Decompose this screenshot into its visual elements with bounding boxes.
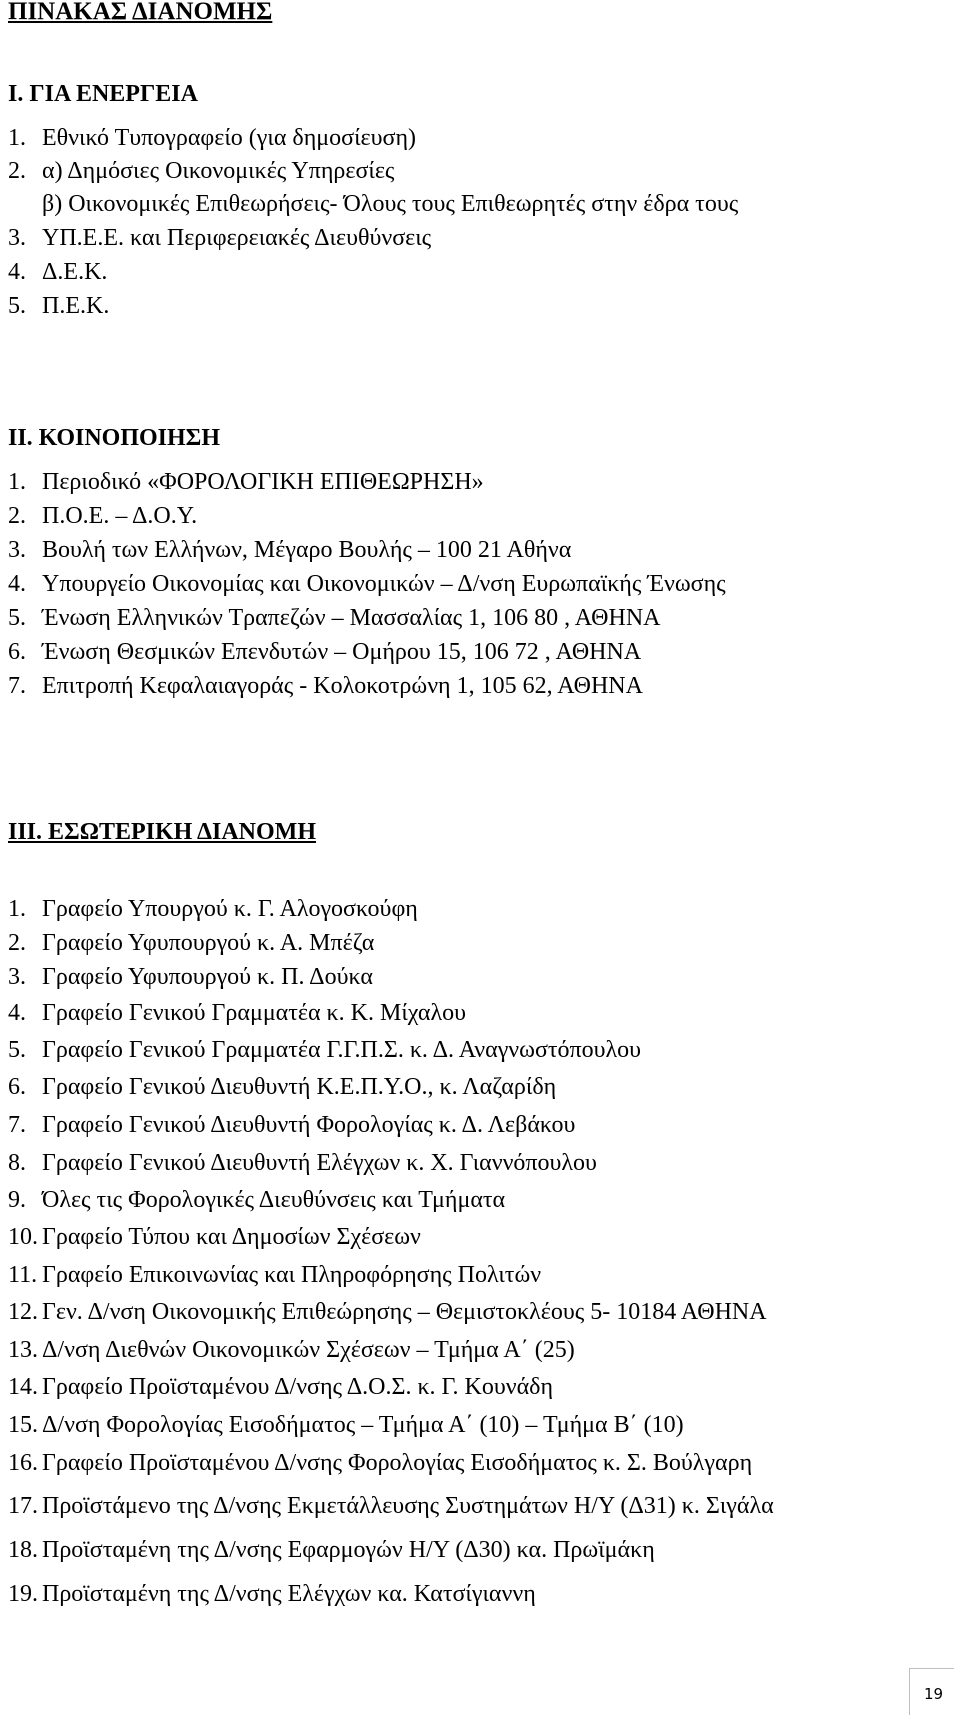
list-item — [8, 672, 643, 700]
item-text: Γραφείο Προϊσταμένου Δ/νσης Δ.Ο.Σ. κ. Γ. Κουνάδη — [42, 1374, 554, 1400]
list-item — [8, 1223, 421, 1251]
list-item — [8, 1073, 556, 1101]
list-item — [8, 1336, 575, 1364]
list-item — [8, 292, 109, 320]
item-text: Γραφείο Υπουργού κ. Γ. Αλογοσκούφη — [42, 896, 418, 922]
list-item — [8, 468, 484, 496]
item-number: 7. — [8, 1112, 26, 1138]
list-item — [8, 190, 738, 218]
item-text: Ένωση Ελληνικών Τραπεζών – Μασσαλίας 1, 106 80 , ΑΘΗΝΑ — [42, 605, 661, 631]
item-text: Περιοδικό «ΦΟΡΟΛΟΓΙΚΗ ΕΠΙΘΕΩΡΗΣΗ» — [42, 469, 484, 495]
document-title: ΠΙΝΑΚΑΣ ΔΙΑΝΟΜΗΣ — [8, 0, 273, 25]
item-number: 3. — [8, 964, 26, 990]
list-item — [8, 1186, 505, 1214]
item-number: 6. — [8, 1074, 26, 1100]
page-number: 19 — [924, 1685, 944, 1703]
item-number: 8. — [8, 1150, 26, 1176]
item-number: 5. — [8, 1037, 26, 1063]
item-number: 7. — [8, 673, 26, 699]
list-item — [8, 1149, 597, 1177]
item-number: 2. — [8, 503, 26, 529]
item-number: 5. — [8, 605, 26, 631]
item-text: Εθνικό Τυπογραφείο (για δημοσίευση) — [42, 125, 416, 151]
item-text: ΥΠ.Ε.Ε. και Περιφερειακές Διευθύνσεις — [42, 225, 432, 251]
item-number: 16. — [8, 1450, 38, 1476]
item-text: Γραφείο Γενικού Διευθυντή Φορολογίας κ. Δ. Λεβάκου — [42, 1112, 576, 1138]
list-item — [8, 124, 416, 152]
item-text: Προϊσταμένη της Δ/νσης Εφαρμογών Η/Υ (Δ30) κα. Πρωϊμάκη — [42, 1537, 655, 1563]
item-number: 3. — [8, 537, 26, 563]
item-number: 1. — [8, 469, 26, 495]
item-text: Υπουργείο Οικονομίας και Οικονομικών – Δ/νση Ευρωπαϊκής Ένωσης — [42, 571, 726, 597]
list-item — [8, 638, 641, 666]
item-number: 15. — [8, 1412, 38, 1438]
list-item — [8, 1261, 541, 1289]
item-text: Βουλή των Ελλήνων, Μέγαρο Βουλής – 100 21 Αθήνα — [42, 537, 572, 563]
item-number: 14. — [8, 1374, 38, 1400]
list-item — [8, 157, 394, 185]
item-text: Δ/νση Φορολογίας Εισοδήματος – Τμήμα Α΄ (10) – Τμήμα Β΄ (10) — [42, 1412, 684, 1438]
list-item — [8, 1580, 536, 1608]
list-item — [8, 570, 726, 598]
item-number: 4. — [8, 571, 26, 597]
section-heading-2: ΙΙ. ΚΟΙΝΟΠΟΙΗΣΗ — [8, 425, 221, 451]
list-item — [8, 1411, 684, 1439]
item-number: 4. — [8, 1000, 26, 1026]
item-number: 10. — [8, 1224, 38, 1250]
item-number: 5. — [8, 293, 26, 319]
item-text: Γραφείο Επικοινωνίας και Πληροφόρησης Πολιτών — [42, 1262, 542, 1288]
item-number: 4. — [8, 259, 26, 285]
item-number: 13. — [8, 1337, 38, 1363]
item-text: Ένωση Θεσμικών Επενδυτών – Ομήρου 15, 106 72 , ΑΘΗΝΑ — [42, 639, 642, 665]
item-text: Δ.Ε.Κ. — [42, 259, 108, 285]
item-number: 3. — [8, 225, 26, 251]
list-item — [8, 1492, 774, 1520]
list-item — [8, 224, 431, 252]
section-heading-3: ΙΙΙ. ΕΣΩΤΕΡΙΚΗ ΔΙΑΝΟΜΗ — [8, 819, 317, 845]
list-item — [8, 1373, 553, 1401]
list-item — [8, 1298, 767, 1326]
item-number: 17. — [8, 1493, 38, 1519]
item-text: Προϊσταμένη της Δ/νσης Ελέγχων κα. Κατσίγιαννη — [42, 1581, 536, 1607]
item-text: Γραφείο Προϊσταμένου Δ/νσης Φορολογίας Εισοδήματος κ. Σ. Βούλγαρη — [42, 1450, 753, 1476]
list-item — [8, 604, 660, 632]
item-text: Γραφείο Γενικού Γραμματέα κ. Κ. Μίχαλου — [42, 1000, 466, 1026]
list-item — [8, 536, 571, 564]
item-number: 2. — [8, 930, 26, 956]
item-text: Γραφείο Υφυπουργού κ. Α. Μπέζα — [42, 930, 375, 956]
section-heading-1: Ι. ΓΙΑ ΕΝΕΡΓΕΙΑ — [8, 81, 198, 107]
item-number: 9. — [8, 1187, 26, 1213]
item-text: Όλες τις Φορολογικές Διευθύνσεις και Τμήματα — [42, 1187, 506, 1213]
item-text: Προϊστάμενο της Δ/νσης Εκμετάλλευσης Συστημάτων Η/Υ (Δ31) κ. Σιγάλα — [42, 1493, 774, 1519]
list-item — [8, 963, 373, 991]
item-text: Γραφείο Γενικού Διευθυντή Ελέγχων κ. Χ. Γιαννόπουλου — [42, 1150, 597, 1176]
item-text: Επιτροπή Κεφαλαιαγοράς - Κολοκοτρώνη 1, 105 62, ΑΘΗΝΑ — [42, 673, 643, 699]
list-item — [8, 895, 418, 923]
list-item — [8, 929, 374, 957]
list-item — [8, 1536, 655, 1564]
list-item — [8, 1036, 641, 1064]
item-text: β) Οικονομικές Επιθεωρήσεις- Όλους τους Επιθεωρητές στην έδρα τους — [42, 191, 739, 217]
list-item — [8, 999, 466, 1027]
item-text: α) Δημόσιες Οικονομικές Υπηρεσίες — [42, 158, 395, 184]
list-item — [8, 258, 107, 286]
item-text: Γραφείο Γενικού Γραμματέα Γ.Γ.Π.Σ. κ. Δ. Αναγνωστόπουλου — [42, 1037, 642, 1063]
item-text: Γραφείο Τύπου και Δημοσίων Σχέσεων — [42, 1224, 421, 1250]
item-text: Π.Ο.Ε. – Δ.Ο.Υ. — [42, 503, 198, 529]
item-number: 2. — [8, 158, 26, 184]
item-text: Δ/νση Διεθνών Οικονομικών Σχέσεων – Τμήμα Α΄ (25) — [42, 1337, 575, 1363]
item-text: Γραφείο Γενικού Διευθυντή Κ.Ε.Π.Υ.Ο., κ. Λαζαρίδη — [42, 1074, 557, 1100]
list-item — [8, 1111, 575, 1139]
list-item — [8, 1449, 752, 1477]
item-number: 6. — [8, 639, 26, 665]
item-number: 12. — [8, 1299, 38, 1325]
list-item — [8, 502, 197, 530]
item-number: 11. — [8, 1262, 38, 1288]
item-number: 18. — [8, 1537, 38, 1563]
item-text: Π.Ε.Κ. — [42, 293, 110, 319]
item-text: Γραφείο Υφυπουργού κ. Π. Δούκα — [42, 964, 373, 990]
item-number: 1. — [8, 125, 26, 151]
item-number: 1. — [8, 896, 26, 922]
item-text: Γεν. Δ/νση Οικονομικής Επιθεώρησης – Θεμιστοκλέους 5- 10184 ΑΘΗΝΑ — [42, 1299, 767, 1325]
item-number: 19. — [8, 1581, 38, 1607]
